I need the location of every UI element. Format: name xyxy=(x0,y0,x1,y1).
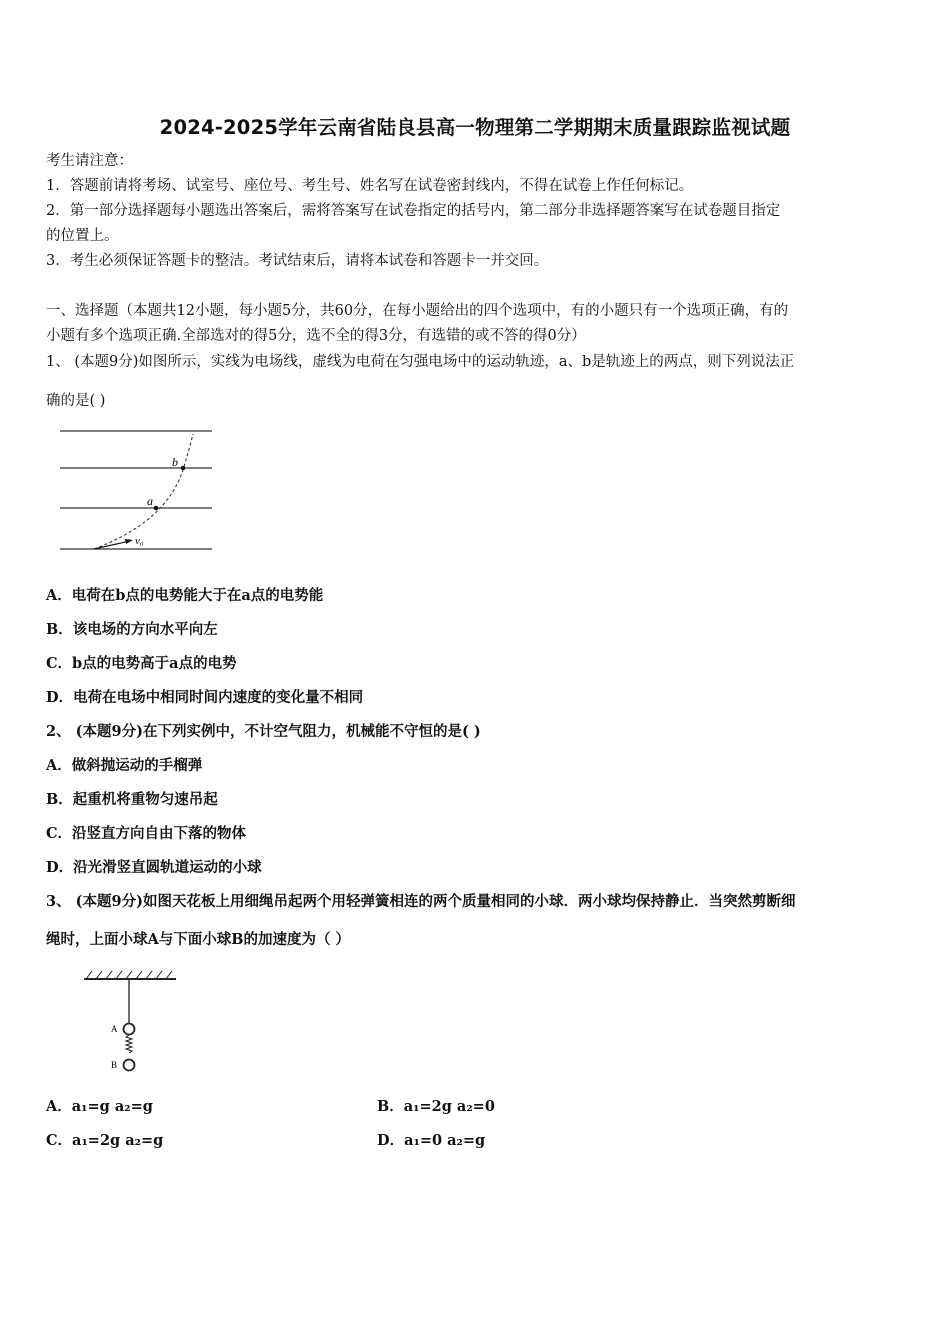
ball-a xyxy=(124,1024,135,1035)
q1-option-b: B．该电场的方向水平向左 xyxy=(46,621,218,638)
label-ball-a: A xyxy=(111,1024,118,1034)
q2-option-a: A．做斜抛运动的手榴弹 xyxy=(46,757,203,774)
label-b: b xyxy=(172,455,178,469)
notice-item: 的位置上。 xyxy=(46,228,119,244)
q2-option-c: C．沿竖直方向自由下落的物体 xyxy=(46,825,247,842)
velocity-arrowhead xyxy=(125,539,133,544)
q2-option-b: B．起重机将重物匀速吊起 xyxy=(46,791,218,808)
question-3-stem: 绳时，上面小球A与下面小球B的加速度为（ ） xyxy=(46,931,351,948)
q1-option-c: C．b点的电势高于a点的电势 xyxy=(46,655,237,672)
label-v0: v₀ xyxy=(135,535,144,547)
ball-b xyxy=(124,1060,135,1071)
q2-option-d: D．沿光滑竖直圆轨道运动的小球 xyxy=(46,859,262,876)
spring-balls-figure xyxy=(80,965,180,1077)
question-2-stem: 2、 (本题9分)在下列实例中，不计空气阻力，机械能不守恒的是( ) xyxy=(46,723,481,740)
point-a xyxy=(154,506,159,511)
q1-option-d: D．电荷在电场中相同时间内速度的变化量不相同 xyxy=(46,689,364,706)
q3-option-c: C．a₁=2g a₂=g xyxy=(46,1132,164,1149)
notice-item: 1．答题前请将考场、试室号、座位号、考生号、姓名写在试卷密封线内，不得在试卷上作任何标记。 xyxy=(46,178,694,194)
q3-option-d: D．a₁=0 a₂=g xyxy=(377,1132,486,1149)
notice-heading: 考生请注意： xyxy=(46,153,133,169)
velocity-arrow xyxy=(94,541,130,549)
q3-option-a: A．a₁=g a₂=g xyxy=(46,1098,153,1115)
question-1-stem: 1、 (本题9分)如图所示，实线为电场线，虚线为电荷在匀强电场中的运动轨迹，a、b是轨迹上的两点，则下列说法正 xyxy=(46,354,795,370)
electric-field-figure xyxy=(46,422,221,557)
q1-option-a: A．电荷在b点的电势能大于在a点的电势能 xyxy=(46,587,324,604)
ceiling-hatch xyxy=(86,971,172,979)
question-1-stem: 确的是( ) xyxy=(46,393,106,409)
label-ball-b: B xyxy=(111,1060,118,1070)
notice-item: 2．第一部分选择题每小题选出答案后，需将答案写在试卷指定的括号内，第二部分非选择题答案写在试卷题目指定 xyxy=(46,203,781,219)
point-b xyxy=(181,466,186,471)
question-3-stem: 3、 (本题9分)如图天花板上用细绳吊起两个用轻弹簧相连的两个质量相同的小球．两小球均保持静止．当突然剪断细 xyxy=(46,893,796,910)
q3-option-b: B．a₁=2g a₂=0 xyxy=(377,1098,495,1115)
section-intro: 一、选择题（本题共12小题，每小题5分，共60分，在每小题给出的四个选项中，有的小题只有一个选项正确，有的 xyxy=(46,303,789,319)
light-spring xyxy=(126,1035,132,1053)
section-intro: 小题有多个选项正确.全部选对的得5分，选不全的得3分，有选错的或不答的得0分） xyxy=(46,328,586,344)
trajectory-path xyxy=(94,434,193,549)
label-a: a xyxy=(147,494,153,508)
page-title: 2024-2025学年云南省陆良县高一物理第二学期期末质量跟踪监视试题 xyxy=(159,116,791,139)
notice-item: 3．考生必须保证答题卡的整洁。考试结束后，请将本试卷和答题卡一并交回。 xyxy=(46,253,549,269)
